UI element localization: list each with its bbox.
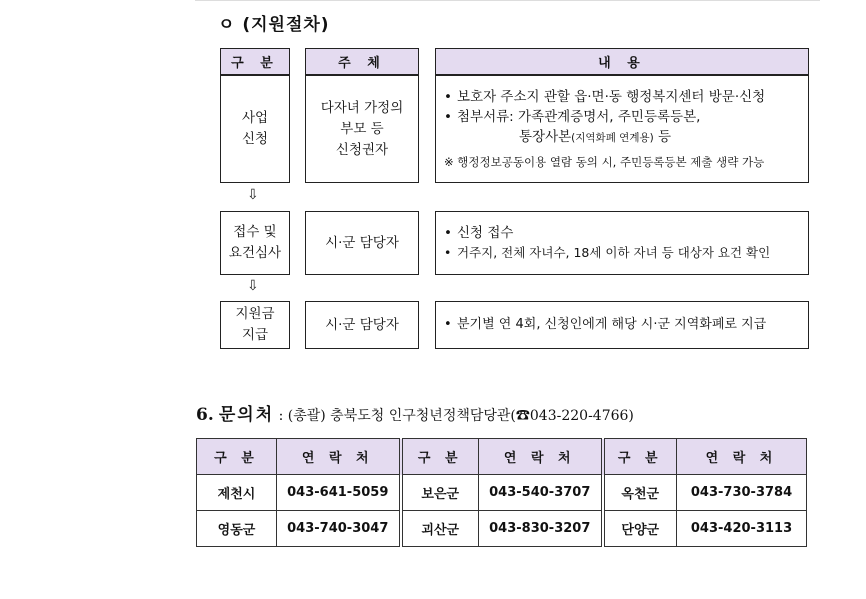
- step3-content: [435, 301, 809, 349]
- step1-subject-line2: 부모 등: [340, 120, 384, 137]
- step3-bullet1: • 분기별 연 4회, 신청인에게 해당 시·군 지역화폐로 지급: [444, 317, 767, 332]
- table-header-cell: 연 락 처: [677, 439, 807, 475]
- table-header-cell: 연 락 처: [277, 439, 401, 475]
- step1-division: [220, 75, 290, 183]
- step1-division-line2: 신청: [241, 131, 269, 147]
- step1-subject-line1: 다자녀 가정의: [320, 99, 404, 116]
- table-header-cell: 연 락 처: [479, 439, 603, 475]
- table-cell-phone: 043-730-3784: [677, 475, 807, 511]
- table-header-cell: 구 분: [401, 439, 479, 475]
- contact-heading: [196, 400, 634, 425]
- procedure-title: ㅇ (지원절차): [218, 15, 330, 35]
- contact-number: 6.: [196, 405, 214, 425]
- table-cell-region: 단양군: [603, 511, 677, 547]
- table-cell-phone: 043-641-5059: [277, 475, 401, 511]
- header-content: 내 용: [435, 48, 809, 75]
- table-cell-region: 옥천군: [603, 475, 677, 511]
- step3-division-line2: 지급: [241, 327, 269, 343]
- table-header-cell: 구 분: [197, 439, 277, 475]
- down-arrow-icon: ⇩: [247, 187, 259, 203]
- step1-bullet1: • 보호자 주소지 관할 읍·면·동 행정복지센터 방문·신청: [444, 88, 766, 105]
- table-header-row: [197, 439, 807, 475]
- step1-bullet2-continued: 통장사본(지역화폐 연계용) 등: [519, 128, 672, 145]
- step1-bullet2: • 첨부서류: 가족관계증명서, 주민등록등본,: [444, 108, 701, 125]
- down-arrow-icon: ⇩: [247, 278, 259, 294]
- step2-subject: 시·군 담당자: [305, 211, 419, 275]
- table-cell-phone: 043-740-3047: [277, 511, 401, 547]
- contact-general: (총괄) 충북도청 인구청년정책담당관(☎043-220-4766): [287, 408, 634, 424]
- table-cell-phone: 043-540-3707: [479, 475, 603, 511]
- header-subject: 주 체: [305, 48, 419, 75]
- step2-content: [435, 211, 809, 275]
- contact-colon: :: [274, 408, 288, 424]
- step2-bullet1: • 신청 접수: [444, 225, 514, 241]
- step1-subject-line3: 신청권자: [335, 141, 389, 158]
- step2-division-line2: 요건심사: [228, 245, 282, 261]
- table-row: [197, 511, 807, 547]
- step1-division-line1: 사업: [241, 110, 269, 126]
- step2-division-line1: 접수 및: [233, 224, 277, 240]
- contact-label: 문의처: [218, 405, 275, 425]
- table-row: [197, 475, 807, 511]
- step2-division: [220, 211, 290, 275]
- step1-content: [435, 75, 809, 183]
- contact-table: [196, 438, 807, 547]
- step3-division: [220, 301, 290, 349]
- step1-note: ※ 행정정보공동이용 열람 동의 시, 주민등록등본 제출 생략 가능: [444, 154, 765, 169]
- table-cell-region: 영동군: [197, 511, 277, 547]
- table-cell-region: 보은군: [401, 475, 479, 511]
- step3-division-line1: 지원금: [235, 306, 275, 322]
- step3-subject: 시·군 담당자: [305, 301, 419, 349]
- table-cell-region: 괴산군: [401, 511, 479, 547]
- step2-bullet2: • 거주지, 전체 자녀수, 18세 이하 자녀 등 대상자 요건 확인: [444, 245, 771, 260]
- header-division: 구 분: [220, 48, 290, 75]
- step1-subject: [305, 75, 419, 183]
- table-cell-phone: 043-420-3113: [677, 511, 807, 547]
- table-header-cell: 구 분: [603, 439, 677, 475]
- table-cell-region: 제천시: [197, 475, 277, 511]
- table-cell-phone: 043-830-3207: [479, 511, 603, 547]
- top-divider: [195, 0, 820, 1]
